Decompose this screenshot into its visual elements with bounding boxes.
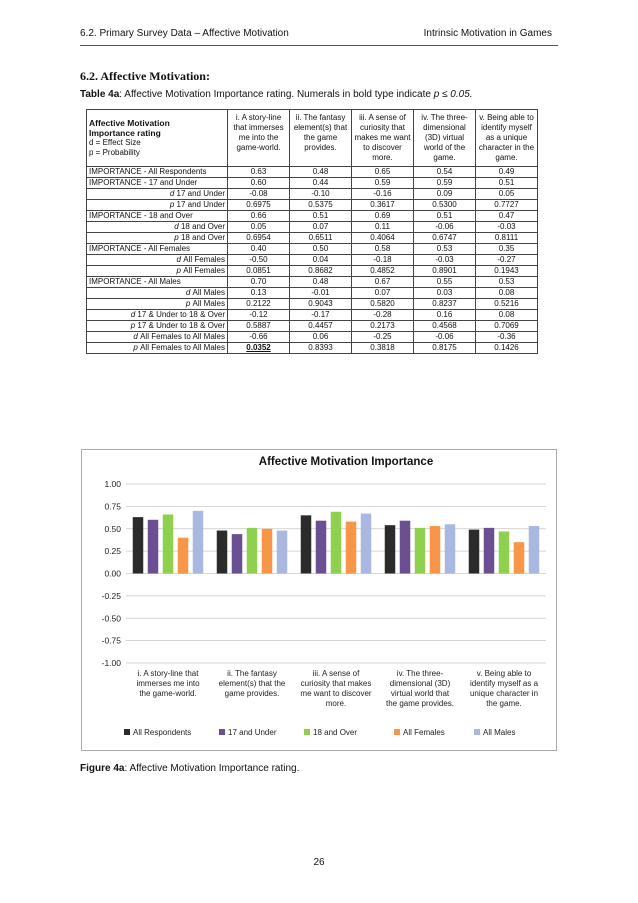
row-label-text: 18 and Over bbox=[178, 233, 225, 242]
table-cell: -0.06 bbox=[414, 332, 476, 343]
table-row bbox=[87, 233, 538, 244]
bar-18-and-over bbox=[163, 514, 174, 573]
row-label bbox=[87, 288, 228, 299]
table-cell: 0.03 bbox=[414, 288, 476, 299]
table-cell: 0.65 bbox=[352, 167, 414, 178]
table-cell: 0.55 bbox=[414, 277, 476, 288]
table-cell: 0.3818 bbox=[352, 343, 414, 354]
table-cell: 0.58 bbox=[352, 244, 414, 255]
table-row bbox=[87, 343, 538, 354]
bar-all-respondents bbox=[385, 525, 396, 573]
table-cell: 0.0352 bbox=[228, 343, 290, 354]
bar-all-females bbox=[178, 538, 189, 574]
table-corner-title-2: Importance rating bbox=[89, 128, 161, 138]
table-cell: -0.25 bbox=[352, 332, 414, 343]
table-cell: 0.6954 bbox=[228, 233, 290, 244]
table-cell: 0.6747 bbox=[414, 233, 476, 244]
legend-swatch bbox=[394, 729, 400, 735]
table-cell: -0.16 bbox=[352, 189, 414, 200]
table-cell: 0.63 bbox=[228, 167, 290, 178]
bar-all-males bbox=[193, 511, 204, 574]
table-cell: 0.3617 bbox=[352, 200, 414, 211]
row-label bbox=[87, 222, 228, 233]
table-cell: -0.36 bbox=[476, 332, 538, 343]
table-cell: 0.1426 bbox=[476, 343, 538, 354]
stat-symbol: p bbox=[133, 343, 138, 352]
table-row bbox=[87, 244, 538, 255]
table-cell: 0.54 bbox=[414, 167, 476, 178]
table-cell: -0.06 bbox=[414, 222, 476, 233]
table-cell: 0.47 bbox=[476, 211, 538, 222]
row-label-text: 17 & Under to 18 & Over bbox=[135, 310, 225, 319]
table-cell: 0.08 bbox=[476, 310, 538, 321]
table-row bbox=[87, 288, 538, 299]
row-label-text: All Males bbox=[190, 288, 225, 297]
page-number: 26 bbox=[313, 857, 325, 868]
stat-symbol: p bbox=[176, 266, 181, 275]
bar-all-males bbox=[361, 514, 372, 574]
table-cell: 0.5216 bbox=[476, 299, 538, 310]
table-cell: -0.18 bbox=[352, 255, 414, 266]
running-header-right: Intrinsic Motivation in Games bbox=[423, 28, 552, 39]
bar-all-respondents bbox=[133, 517, 144, 573]
table-cell: 0.6511 bbox=[290, 233, 352, 244]
bar-all-males bbox=[445, 524, 456, 573]
table-cell: 0.13 bbox=[228, 288, 290, 299]
x-category-label: v. Being able to identify myself as a unique character in the game. bbox=[469, 669, 539, 708]
table-cell: 0.8901 bbox=[414, 266, 476, 277]
table-cell: -0.17 bbox=[290, 310, 352, 321]
table-row bbox=[87, 222, 538, 233]
table-caption-label: Table 4a bbox=[80, 89, 120, 100]
row-label-text: All Males bbox=[190, 299, 225, 308]
table-cell: 0.59 bbox=[414, 178, 476, 189]
row-label bbox=[87, 200, 228, 211]
table-cell: -0.03 bbox=[414, 255, 476, 266]
table-cell: 0.5887 bbox=[228, 321, 290, 332]
legend-label: 17 and Under bbox=[228, 728, 277, 737]
table-cell: 0.7727 bbox=[476, 200, 538, 211]
table-cell: 0.05 bbox=[476, 189, 538, 200]
table-row bbox=[87, 266, 538, 277]
table-cell: 0.0851 bbox=[228, 266, 290, 277]
legend-swatch bbox=[304, 729, 310, 735]
table-cell: 0.2173 bbox=[352, 321, 414, 332]
row-label bbox=[87, 189, 228, 200]
bar-all-respondents bbox=[469, 530, 480, 574]
table-row bbox=[87, 189, 538, 200]
table-cell: -0.08 bbox=[228, 189, 290, 200]
table-cell: -0.03 bbox=[476, 222, 538, 233]
table-cell: 0.66 bbox=[228, 211, 290, 222]
stat-symbol: d bbox=[133, 332, 138, 341]
stat-symbol: d bbox=[176, 255, 181, 264]
stat-symbol: d bbox=[185, 288, 191, 297]
row-label bbox=[87, 233, 228, 244]
table-cell: 0.7069 bbox=[476, 321, 538, 332]
table-cell: 0.09 bbox=[414, 189, 476, 200]
row-label: IMPORTANCE - All Females bbox=[87, 244, 228, 255]
table-cell: 0.60 bbox=[228, 178, 290, 189]
y-tick-label: 0.75 bbox=[104, 501, 121, 512]
table-row bbox=[87, 255, 538, 266]
stat-symbol: p bbox=[130, 321, 136, 330]
figure-caption bbox=[80, 763, 299, 774]
bar-18-and-over bbox=[247, 528, 258, 574]
stat-symbol: d bbox=[169, 189, 175, 198]
table-cell: 0.4568 bbox=[414, 321, 476, 332]
table-cell: 0.4852 bbox=[352, 266, 414, 277]
row-label-text: 17 & Under to 18 & Over bbox=[135, 321, 225, 330]
row-label-text: All Females bbox=[180, 255, 225, 264]
table-row bbox=[87, 277, 538, 288]
stat-symbol: d bbox=[174, 222, 179, 231]
bar-all-females bbox=[346, 522, 357, 574]
table-cell: 0.48 bbox=[290, 277, 352, 288]
bar-18-and-over bbox=[331, 512, 342, 574]
table-cell: -0.10 bbox=[290, 189, 352, 200]
legend-label: All Females bbox=[403, 728, 445, 737]
figure-caption-label: Figure 4a bbox=[80, 763, 125, 774]
table-cell: 0.48 bbox=[290, 167, 352, 178]
table-cell: 0.07 bbox=[290, 222, 352, 233]
x-category-label: i. A story-line that immerses me into the game-world. bbox=[136, 669, 200, 698]
row-label: IMPORTANCE - 18 and Over bbox=[87, 211, 228, 222]
bar-all-males bbox=[529, 526, 540, 573]
column-header: iii. A sense of curiosity that makes me want to discover more. bbox=[352, 110, 414, 167]
table-caption-text: : Affective Motivation Importance rating. Numerals in bold type indicate bbox=[119, 89, 434, 100]
running-header-left: 6.2. Primary Survey Data – Affective Motivation bbox=[80, 28, 289, 39]
table-cell: 0.05 bbox=[228, 222, 290, 233]
table-cell: 0.49 bbox=[476, 167, 538, 178]
legend-label: All Respondents bbox=[133, 728, 192, 737]
table-cell: 0.59 bbox=[352, 178, 414, 189]
stat-symbol: p bbox=[169, 200, 175, 209]
bar-18-and-over bbox=[415, 528, 426, 574]
row-label bbox=[87, 255, 228, 266]
affective-motivation-table bbox=[86, 109, 538, 354]
table-cell: 0.07 bbox=[352, 288, 414, 299]
row-label: IMPORTANCE - 17 and Under bbox=[87, 178, 228, 189]
table-cell: 0.35 bbox=[476, 244, 538, 255]
y-tick-label: -0.25 bbox=[101, 590, 121, 601]
table-cell: 0.51 bbox=[476, 178, 538, 189]
column-header: iv. The three-dimensional (3D) virtual world of the game. bbox=[414, 110, 476, 167]
table-cell: 0.8237 bbox=[414, 299, 476, 310]
legend-swatch bbox=[124, 729, 130, 735]
section-title: 6.2. Affective Motivation: bbox=[80, 69, 210, 83]
bar-all-females bbox=[514, 542, 525, 573]
table-row bbox=[87, 200, 538, 211]
table-cell: 0.9043 bbox=[290, 299, 352, 310]
row-label bbox=[87, 266, 228, 277]
row-label-text: 17 and Under bbox=[174, 189, 225, 198]
table-legend-p: p = Probability bbox=[89, 148, 140, 157]
stat-symbol: p bbox=[174, 233, 179, 242]
bar-17-and-under bbox=[232, 534, 243, 573]
table-row bbox=[87, 310, 538, 321]
table-cell: 0.04 bbox=[290, 255, 352, 266]
table-cell: 0.5375 bbox=[290, 200, 352, 211]
table-cell: -0.12 bbox=[228, 310, 290, 321]
table-corner-cell bbox=[87, 110, 228, 167]
table-cell: 0.70 bbox=[228, 277, 290, 288]
legend-label: All Males bbox=[483, 728, 516, 737]
table-cell: 0.69 bbox=[352, 211, 414, 222]
table-row bbox=[87, 321, 538, 332]
chart-container bbox=[81, 449, 557, 751]
y-tick-label: 0.00 bbox=[104, 568, 121, 579]
table-cell: 0.8111 bbox=[476, 233, 538, 244]
table-row bbox=[87, 332, 538, 343]
table-cell: 0.08 bbox=[476, 288, 538, 299]
table-cell: 0.5300 bbox=[414, 200, 476, 211]
row-label-text: 17 and Under bbox=[174, 200, 225, 209]
y-tick-label: 0.50 bbox=[104, 523, 121, 534]
table-legend-d: d = Effect Size bbox=[89, 138, 141, 147]
y-tick-label: -1.00 bbox=[101, 658, 121, 668]
y-tick-label: 0.25 bbox=[104, 546, 121, 557]
y-tick-label: 1.00 bbox=[104, 479, 121, 489]
row-label bbox=[87, 332, 228, 343]
chart-title: Affective Motivation Importance bbox=[258, 456, 434, 468]
table-cell: 0.67 bbox=[352, 277, 414, 288]
bar-all-respondents bbox=[301, 515, 312, 573]
column-header: v. Being able to identify myself as a unique character in the game. bbox=[476, 110, 538, 167]
x-category-label: ii. The fantasy element(s) that the game provides. bbox=[218, 669, 286, 698]
table-cell: -0.28 bbox=[352, 310, 414, 321]
table-cell: 0.16 bbox=[414, 310, 476, 321]
table-cell: 0.2122 bbox=[228, 299, 290, 310]
row-label-text: All Females to All Males bbox=[137, 332, 225, 341]
bar-17-and-under bbox=[148, 520, 159, 574]
table-caption bbox=[80, 89, 473, 100]
bar-all-respondents bbox=[217, 531, 228, 574]
table-row bbox=[87, 178, 538, 189]
table-header-row bbox=[87, 110, 538, 167]
table-cell: 0.53 bbox=[414, 244, 476, 255]
table-cell: 0.4457 bbox=[290, 321, 352, 332]
row-label bbox=[87, 343, 228, 354]
table-cell: 0.53 bbox=[476, 277, 538, 288]
row-label-text: 18 and Over bbox=[178, 222, 225, 231]
row-label bbox=[87, 321, 228, 332]
table-cell: 0.8175 bbox=[414, 343, 476, 354]
table-cell: 0.06 bbox=[290, 332, 352, 343]
bar-all-males bbox=[277, 531, 288, 574]
y-tick-label: -0.75 bbox=[101, 635, 121, 646]
bar-all-females bbox=[430, 526, 441, 573]
table-row bbox=[87, 211, 538, 222]
table-cell: 0.8393 bbox=[290, 343, 352, 354]
table-row bbox=[87, 167, 538, 178]
table-cell: 0.11 bbox=[352, 222, 414, 233]
row-label: IMPORTANCE - All Respondents bbox=[87, 167, 228, 178]
table-cell: 0.1943 bbox=[476, 266, 538, 277]
bar-all-females bbox=[262, 529, 273, 574]
table-cell: 0.50 bbox=[290, 244, 352, 255]
table-row bbox=[87, 299, 538, 310]
bar-chart bbox=[82, 450, 556, 750]
bar-18-and-over bbox=[499, 531, 510, 573]
bar-17-and-under bbox=[400, 521, 411, 574]
bar-17-and-under bbox=[484, 528, 495, 574]
table-cell: 0.4064 bbox=[352, 233, 414, 244]
x-category-label: iv. The three-dimensional (3D) virtual world that the game provides. bbox=[385, 669, 455, 708]
table-cell: -0.50 bbox=[228, 255, 290, 266]
figure-caption-text: : Affective Motivation Importance rating. bbox=[124, 763, 300, 774]
table-cell: 0.8682 bbox=[290, 266, 352, 277]
table-cell: -0.66 bbox=[228, 332, 290, 343]
y-tick-label: -0.50 bbox=[101, 613, 121, 624]
table-cell: 0.40 bbox=[228, 244, 290, 255]
table-cell: -0.27 bbox=[476, 255, 538, 266]
table-cell: 0.44 bbox=[290, 178, 352, 189]
table-cell: 0.51 bbox=[414, 211, 476, 222]
row-label-text: All Females to All Males bbox=[137, 343, 225, 352]
column-header: i. A story-line that immerses me into the game-world. bbox=[228, 110, 290, 167]
row-label bbox=[87, 299, 228, 310]
bar-17-and-under bbox=[316, 521, 327, 574]
legend-swatch bbox=[474, 729, 480, 735]
stat-symbol: d bbox=[130, 310, 136, 319]
row-label-text: All Females bbox=[180, 266, 225, 275]
legend-swatch bbox=[219, 729, 225, 735]
table-cell: 0.51 bbox=[290, 211, 352, 222]
table-caption-formula: p ≤ 0.05. bbox=[433, 89, 473, 100]
legend-label: 18 and Over bbox=[313, 728, 358, 737]
column-header: ii. The fantasy element(s) that the game provides. bbox=[290, 110, 352, 167]
row-label bbox=[87, 310, 228, 321]
table-cell: 0.5820 bbox=[352, 299, 414, 310]
x-category-label: iii. A sense of curiosity that makes me want to discover more. bbox=[300, 669, 372, 708]
table-cell: -0.01 bbox=[290, 288, 352, 299]
header-rule bbox=[80, 45, 558, 46]
table-cell: 0.6975 bbox=[228, 200, 290, 211]
stat-symbol: p bbox=[185, 299, 191, 308]
row-label: IMPORTANCE - All Males bbox=[87, 277, 228, 288]
table-corner-title-1: Affective Motivation bbox=[89, 118, 170, 128]
